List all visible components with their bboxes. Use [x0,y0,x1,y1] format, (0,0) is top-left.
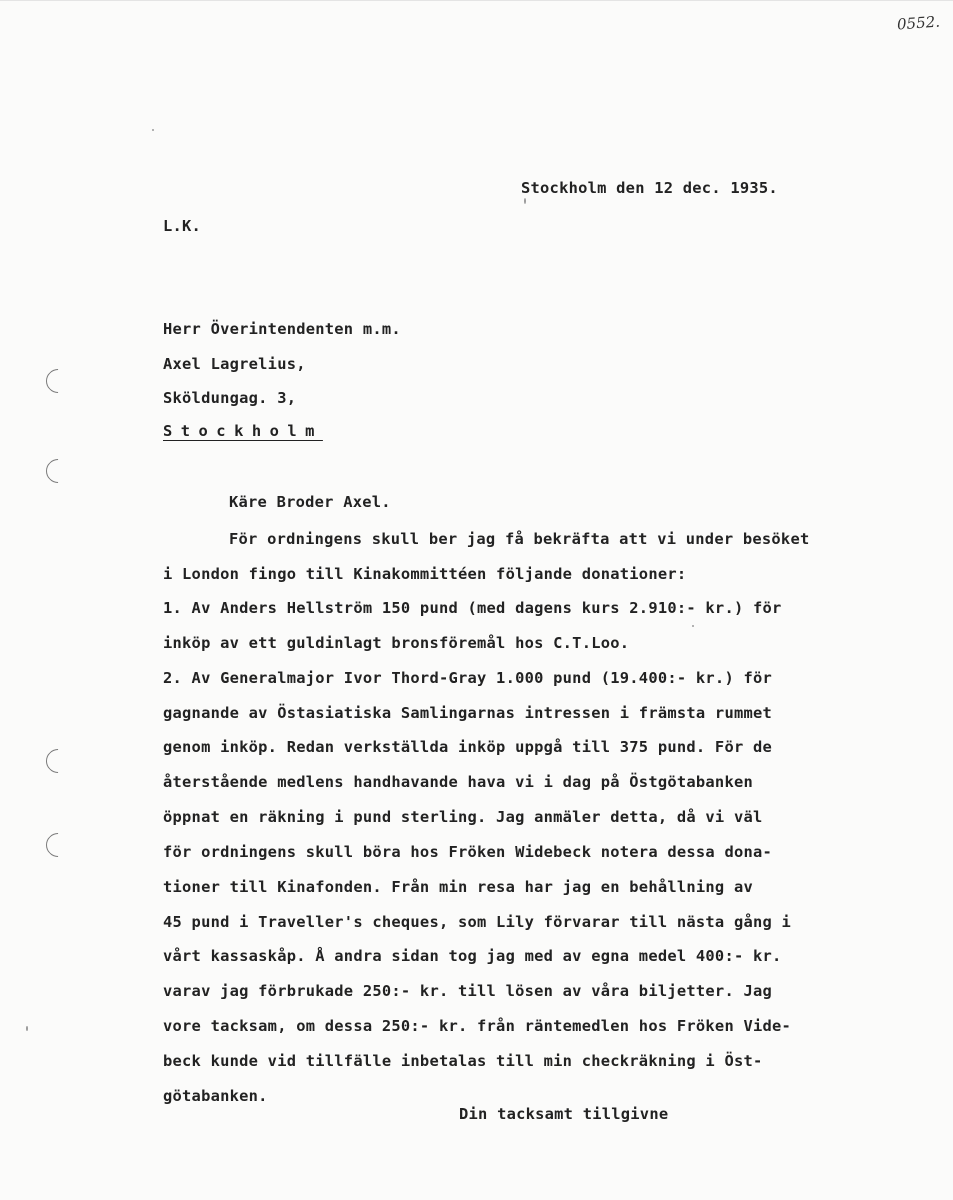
sender-initials: L.K. [163,217,202,235]
recipient-title: Herr Överintendenten m.m. [163,320,401,338]
punch-hole-mark [41,364,75,398]
body-line: genom inköp. Redan verkställda inköp uppgå till 375 pund. För de [163,738,773,756]
body-line: öppnat en räkning i pund sterling. Jag anmäler detta, då vi väl [163,808,763,826]
recipient-street: Sköldungag. 3, [163,389,297,407]
place-date: Stockholm den 12 dec. 1935. [521,179,778,197]
body-line: inköp av ett guldinlagt bronsföremål hos C.T.Loo. [163,634,630,652]
recipient-name: Axel Lagrelius, [163,355,306,373]
body-line: 45 pund i Traveller's cheques, som Lily förvarar till nästa gång i [163,913,792,931]
body-line: vårt kassaskåp. Å andra sidan tog jag med av egna medel 400:- kr. [163,947,782,965]
punch-hole-mark [41,828,75,862]
body-line: återstående medlens handhavande hava vi i dag på Östgötabanken [163,773,753,791]
paper-speck [152,129,154,131]
paper-speck [26,1026,28,1031]
body-line: gagnande av Östasiatiska Samlingarnas intressen i främsta rummet [163,704,773,722]
body-line: 1. Av Anders Hellström 150 pund (med dagens kurs 2.910:- kr.) för [163,599,782,617]
archive-number: 0552. [896,12,941,34]
closing: Din tacksamt tillgivne [459,1105,669,1123]
body-line: varav jag förbrukade 250:- kr. till lösen av våra biljetter. Jag [163,982,773,1000]
recipient-city: Stockholm [163,422,323,440]
punch-hole-mark [41,744,75,778]
body-line: i London fingo till Kinakommittéen följande donationer: [163,565,687,583]
body-line: tioner till Kinafonden. Från min resa har jag en behållning av [163,878,753,896]
salutation: Käre Broder Axel. [229,493,391,511]
body-line: För ordningens skull ber jag få bekräfta att vi under besöket [229,530,810,548]
paper-speck [692,625,694,627]
punch-hole-mark [41,454,75,488]
body-line: 2. Av Generalmajor Ivor Thord-Gray 1.000 pund (19.400:- kr.) för [163,669,773,687]
body-line: beck kunde vid tillfälle inbetalas till min checkräkning i Öst- [163,1052,763,1070]
body-line: vore tacksam, om dessa 250:- kr. från räntemedlen hos Fröken Vide- [163,1017,792,1035]
body-line: götabanken. [163,1087,268,1105]
body-line: för ordningens skull böra hos Fröken Widebeck notera dessa dona- [163,843,773,861]
paper-speck [524,198,526,204]
